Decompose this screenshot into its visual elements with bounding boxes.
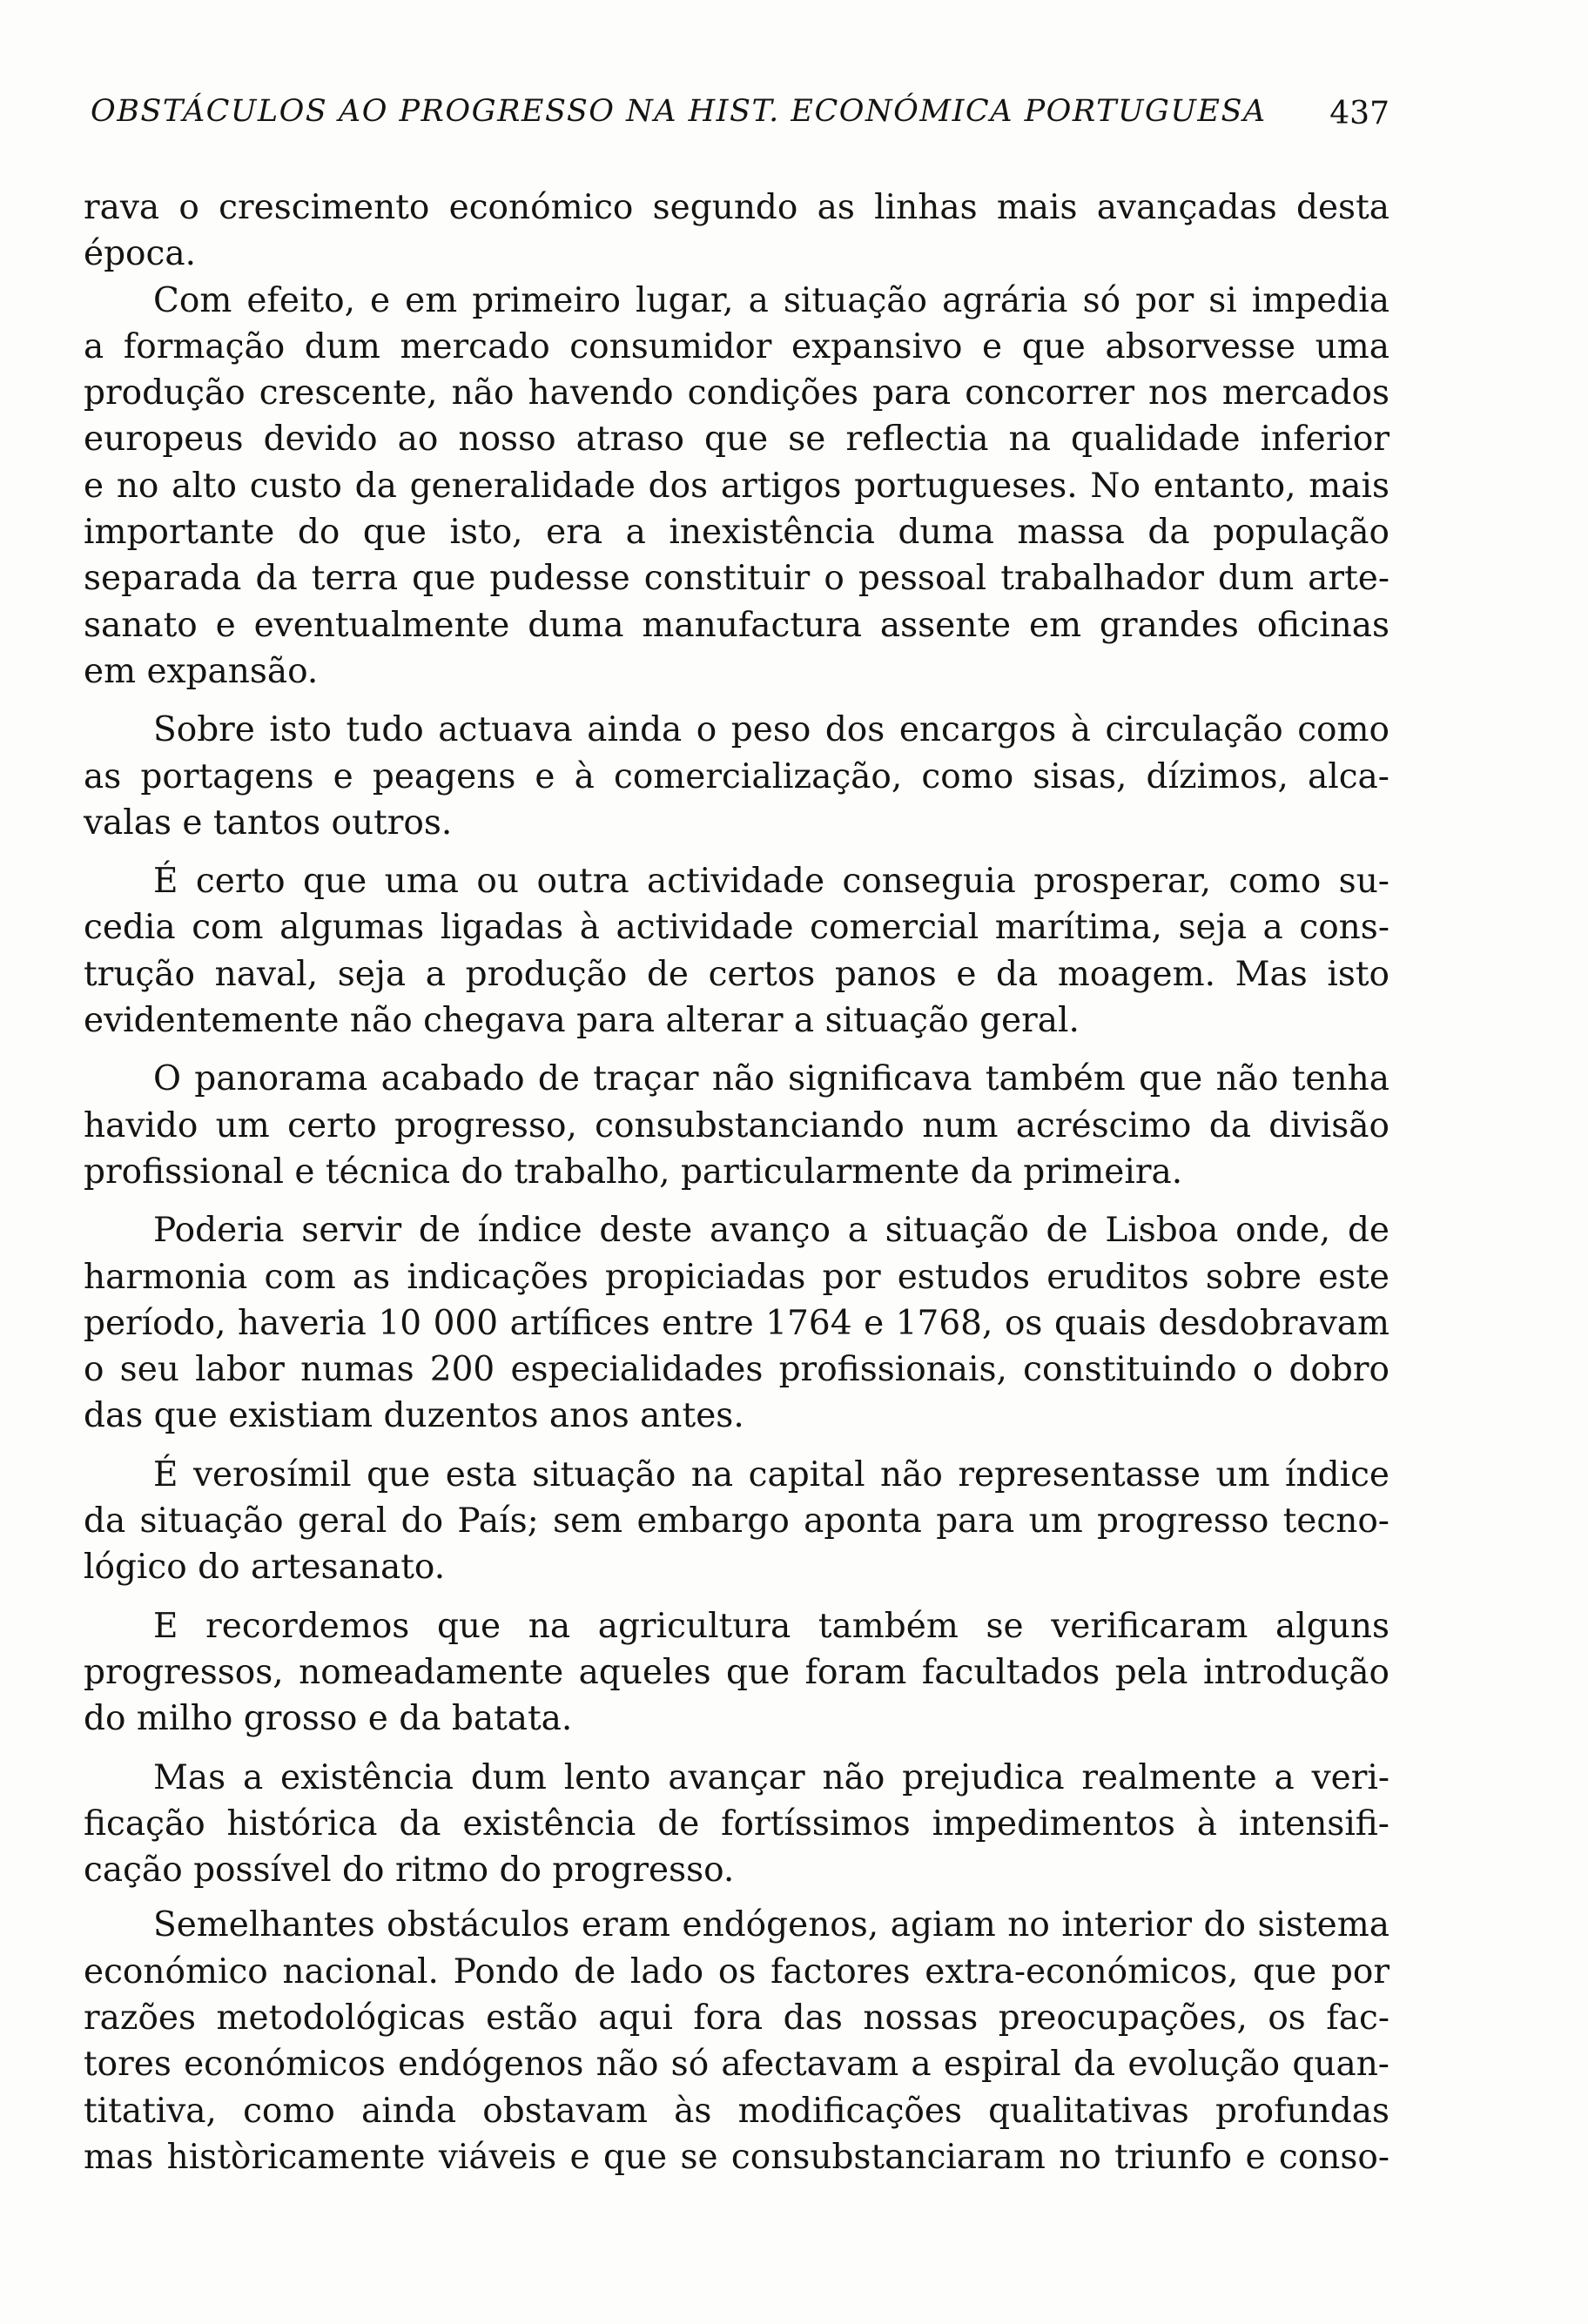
paragraph (84, 707, 1390, 846)
text-line: lógico do artesanato. (84, 1548, 446, 1588)
text-line: período, haveria 10 000 artífices entre 1764 e 1768, os quais desdobravam (84, 1303, 1390, 1343)
text-line: evidentemente não chegava para alterar a situação geral. (84, 1001, 1080, 1041)
text-line: Sobre isto tudo actuava ainda o peso dos encargos à circulação como (153, 710, 1390, 750)
text-line: cedia com algumas ligadas à actividade comercial marítima, seja a cons- (84, 908, 1390, 948)
paragraph (84, 278, 1390, 695)
text-line: É verosímil que esta situação na capital não representasse um índice (153, 1454, 1390, 1494)
text-line: importante do que isto, era a inexistência duma massa da população (84, 513, 1390, 553)
running-head (91, 94, 1390, 146)
text-line: do milho grosso e da batata. (84, 1699, 573, 1739)
text-line: profissional e técnica do trabalho, particularmente da primeira. (84, 1152, 1183, 1192)
text-line: separada da terra que pudesse constituir o pessoal trabalhador dum arte- (84, 559, 1390, 599)
paragraph (84, 1452, 1390, 1591)
text-line: económico nacional. Pondo de lado os factores extra-económicos, que por (84, 1951, 1390, 1992)
text-line: em expansão. (84, 651, 319, 691)
text-line: tores económicos endógenos não só afectavam a espiral da evolução quan- (84, 2045, 1390, 2085)
text-line: O panorama acabado de traçar não significava também que não tenha (153, 1059, 1390, 1099)
text-line: das que existiam duzentos anos antes. (84, 1396, 744, 1436)
text-line: da situação geral do País; sem embargo aponta para um progresso tecno- (84, 1501, 1390, 1541)
text-line: as portagens e peagens e à comercialização, como sisas, dízimos, alca- (84, 756, 1390, 796)
paragraph (84, 1603, 1390, 1743)
paragraph (84, 185, 1390, 278)
paragraph (84, 1056, 1390, 1195)
text-line: Poderia servir de índice deste avanço a situação de Lisboa onde, de (153, 1211, 1390, 1251)
text-line: o seu labor numas 200 especialidades profissionais, constituindo o dobro (84, 1350, 1390, 1390)
body-text (84, 185, 1390, 2180)
text-line: valas e tantos outros. (84, 803, 453, 843)
text-line: e no alto custo da generalidade dos artigos portugueses. No entanto, mais (84, 466, 1390, 506)
paragraph (84, 858, 1390, 1044)
running-title: OBSTÁCULOS AO PROGRESSO NA HIST. ECONÓMICA PORTUGUESA (91, 94, 1267, 129)
text-line: rava o crescimento económico segundo as linhas mais avançadas desta (84, 188, 1390, 227)
text-line: ficação histórica da existência de fortíssimos impedimentos à intensifi- (84, 1803, 1390, 1844)
paragraph (84, 1755, 1390, 1894)
text-line: harmonia com as indicações propiciadas por estudos eruditos sobre este (84, 1257, 1390, 1297)
text-line: trução naval, seja a produção de certos panos e da moagem. Mas isto (84, 954, 1390, 994)
text-line: época. (84, 234, 197, 274)
text-line: E recordemos que na agricultura também se verificaram alguns (153, 1606, 1390, 1646)
text-line: Semelhantes obstáculos eram endógenos, agiam no interior do sistema (153, 1905, 1390, 1945)
text-line: havido um certo progresso, consubstanciando num acréscimo da divisão (84, 1105, 1390, 1145)
text-line: cação possível do ritmo do progresso. (84, 1850, 735, 1891)
text-line: sanato e eventualmente duma manufactura assente em grandes oficinas (84, 605, 1390, 645)
text-line: Mas a existência dum lento avançar não prejudica realmente a veri- (153, 1757, 1390, 1797)
text-line: progressos, nomeadamente aqueles que foram facultados pela introdução (84, 1652, 1390, 1692)
text-line: a formação dum mercado consumidor expansivo e que absorvesse uma (84, 326, 1390, 366)
paragraph (84, 1207, 1390, 1439)
text-line: Com efeito, e em primeiro lugar, a situação agrária só por si impedia (153, 280, 1390, 320)
text-line: titativa, como ainda obstavam às modificações qualitativas profundas (84, 2091, 1390, 2131)
page-number: 437 (1329, 96, 1390, 131)
text-line: razões metodológicas estão aqui fora das nossas preocupações, os fac- (84, 1998, 1390, 2038)
paragraph (84, 1902, 1390, 2180)
text-line: europeus devido ao nosso atraso que se reflectia na qualidade inferior (84, 420, 1390, 460)
text-line: É certo que uma ou outra actividade conseguia prosperar, como su- (153, 862, 1390, 902)
text-line: mas històricamente viáveis e que se consubstanciaram no triunfo e conso- (84, 2137, 1390, 2177)
text-line: produção crescente, não havendo condições para concorrer nos mercados (84, 373, 1390, 413)
